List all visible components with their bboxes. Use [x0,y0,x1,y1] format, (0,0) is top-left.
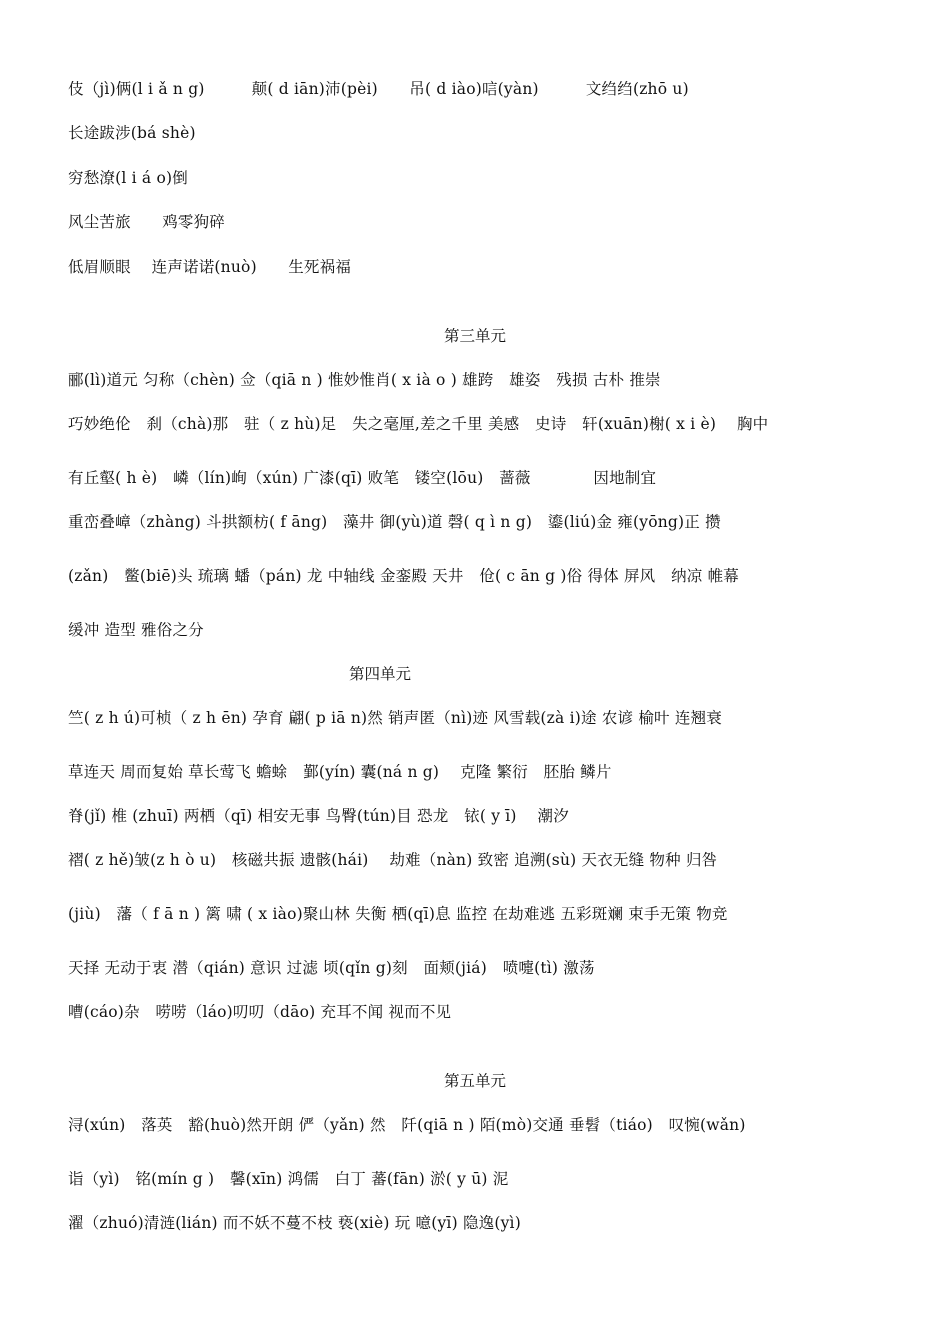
unit3-line-5: (zǎn) 鳖(biē)头 琉璃 蟠（pán) 龙 中轴线 金銮殿 天井 伧( c ān g )俗 得体 屏风 纳凉 帷幕 [68,567,739,585]
unit4-line-3: 脊(jǐ) 椎 (zhuī) 两栖（qī) 相安无事 鸟臀(tún)目 恐龙 铱( y ī) 潮汐 [68,807,569,825]
unit3-line-3: 有丘壑( h è) 嶙（lín)峋（xún) 广漆(qī) 败笔 镂空(lōu) 蔷薇 因地制宜 [68,469,657,487]
top-line-1: 伎（jì)俩(l i ǎ n g) 颠( d iān)沛(pèi) 吊( d iào)唁(yàn) 文绉绉(zhō u) [68,80,689,98]
unit4-line-5: (jiù) 藩（ f ā n ) 篱 啸 ( x iào)聚山林 失衡 栖(qī)息 监控 在劫难逃 五彩斑斓 束手无策 物竞 [68,905,728,923]
unit4-line-7: 嘈(cáo)杂 唠唠（láo)叨叨（dāo) 充耳不闻 视而不见 [68,1003,452,1021]
unit3-line-6: 缓冲 造型 雅俗之分 [68,621,204,639]
unit5-title: 第五单元 [443,1072,506,1090]
unit3-line-1: 郦(lì)道元 匀称（chèn) 佥（qiā n ) 惟妙惟肖( x ià o ) 雄跨 雄姿 残损 古朴 推崇 [68,371,661,389]
unit4-line-1: 竺( z h ú)可桢（ z h ēn) 孕育 翩( p iā n)然 销声匿（nì)迹 风雪载(zà i)途 农谚 榆叶 连翘衰 [68,709,722,727]
top-line-5: 低眉顺眼 连声诺诺(nuò) 生死祸福 [68,258,352,276]
unit4-line-4: 褶( z hě)皱(z h ò u) 核磁共振 遗骸(hái) 劫难（nàn) 致密 追溯(sù) 天衣无缝 物种 归咎 [68,851,718,869]
top-line-3: 穷愁潦(l i á o)倒 [68,169,188,187]
unit4-line-2: 草连天 周而复始 草长莺飞 蟾蜍 鄞(yín) 囊(ná n g) 克隆 繁衍 胚胎 鳞片 [68,763,612,781]
unit4-title: 第四单元 [348,665,411,683]
unit5-line-3: 濯（zhuó)清涟(lián) 而不妖不蔓不枝 亵(xiè) 玩 噫(yī) 隐逸(yì) [68,1214,521,1232]
top-line-2: 长途跋涉(bá shè) [68,124,196,142]
unit4-line-6: 天择 无动于衷 潜（qián) 意识 过滤 顷(qǐn g)刻 面颊(jiá) 喷嚏(tì) 激荡 [68,959,595,977]
unit3-line-2: 巧妙绝伦 刹（chà)那 驻（ z hù)足 失之毫厘,差之千里 美感 史诗 轩(xuān)榭( x i è) 胸中 [68,415,769,433]
top-line-4: 风尘苦旅 鸡零狗碎 [68,213,226,231]
unit5-line-2: 诣（yì) 铭(mín g ) 馨(xīn) 鸿儒 白丁 蕃(fān) 淤( y ū) 泥 [68,1170,509,1188]
unit3-line-4: 重峦叠嶂（zhàng) 斗拱额枋( f āng) 藻井 御(yù)道 磬( q ì n g) 鎏(liú)金 雍(yōng)正 攒 [68,513,721,531]
unit3-title: 第三单元 [443,327,506,345]
unit5-line-1: 浔(xún) 落英 豁(huò)然开朗 俨（yǎn) 然 阡(qiā n ) 陌(mò)交通 垂髫（tiáo) 叹惋(wǎn) [68,1116,746,1134]
